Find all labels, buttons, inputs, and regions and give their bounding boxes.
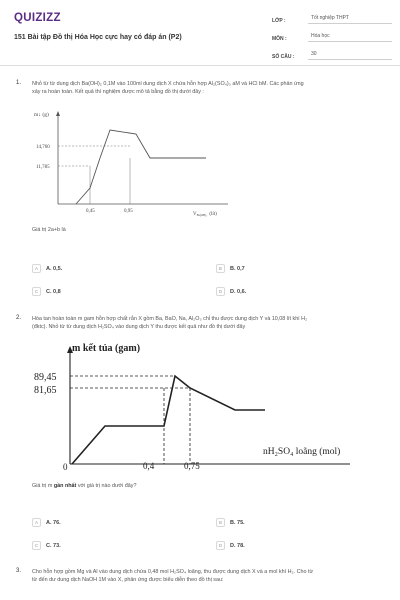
worksheet-header	[0, 0, 400, 66]
q2-y-tick: 89,45	[34, 372, 57, 383]
choice-letter: C	[32, 541, 41, 550]
choice-d[interactable]	[216, 287, 246, 296]
question-text-line: từ đến dư dung dịch NaOH 1M vào X, phản ứng được biểu diễn theo đồ thị sau:	[32, 577, 224, 583]
meta-row-class	[272, 12, 392, 24]
q2-x-axis-label: nH₂SO₄ loãng (mol)	[263, 447, 341, 457]
q2-graph-curve	[72, 376, 265, 464]
choice-text: D. 0,6.	[230, 288, 247, 295]
q2-graph	[30, 338, 360, 478]
q1-graph-curve	[76, 130, 206, 204]
q2-y-tick: 81,65	[34, 385, 57, 396]
choice-d[interactable]	[216, 541, 245, 550]
question-prompt	[32, 483, 136, 489]
question-text	[32, 80, 382, 96]
prompt-text: Giá trị m	[32, 483, 53, 489]
choice-letter: A	[32, 264, 41, 273]
q2-y-axis-label: m kết tủa (gam)	[72, 343, 141, 354]
question-text	[32, 315, 382, 331]
question-text-line: Hòa tan hoàn toàn m gam hỗn hợp chất rắn X gồm Ba, BaO, Na, Al₂O₃ chỉ thu được dung dịch Y và 10,08 lít khí H₂	[32, 316, 308, 322]
quizizz-logo: QUIZIZZ	[14, 12, 61, 24]
choice-text: A. 0,5.	[46, 265, 63, 272]
question-text	[32, 568, 382, 584]
q1-x-axis-label: $V_{Ba(OH)_2}$ (lít)	[193, 212, 217, 217]
q1-x-tick: 0,45	[86, 209, 95, 214]
page-title: 151 Bài tập Đồ thị Hóa Học cực hay có đáp án (P2)	[14, 34, 182, 41]
meta-label: MÔN :	[272, 36, 287, 42]
q2-x-tick: 0,75	[184, 461, 200, 471]
q2-origin-label: 0	[63, 462, 68, 472]
choice-letter: D	[216, 287, 225, 296]
question-text-line: Nhỏ từ từ dung dịch Ba(OH)₂ 0,1M vào 100ml dung dịch X chứa hỗn hợp Al₂(SO₄)₃ aM và HCl bM. Các phản ứng	[32, 81, 304, 87]
meta-label: LỚP :	[272, 18, 286, 24]
choice-a[interactable]	[32, 264, 62, 273]
q1-graph	[28, 106, 278, 218]
choice-a[interactable]	[32, 518, 61, 527]
q1-y-axis-label: m↓ (g)	[34, 112, 49, 118]
choice-text: D. 78.	[230, 542, 245, 549]
question-number: 1.	[16, 80, 22, 86]
question-prompt: Giá trị 2a+b là	[32, 227, 66, 233]
question-text-line: (đktc). Nhỏ từ từ dung dịch H₂SO₄ vào dung dịch Y thu được kết quả như đồ thị dưới đây	[32, 324, 246, 330]
page-bottom-fade	[0, 588, 400, 600]
meta-row-count	[272, 48, 392, 60]
meta-row-subject	[272, 30, 392, 42]
choice-letter: C	[32, 287, 41, 296]
choice-letter: D	[216, 541, 225, 550]
prompt-text: với giá trị nào dưới đây?	[77, 483, 137, 489]
meta-value: Hóa học	[308, 33, 392, 42]
meta-info	[272, 12, 392, 66]
meta-value: 30	[308, 51, 392, 60]
choice-text: C. 73.	[46, 542, 61, 549]
q1-y-tick: 14,760	[36, 145, 50, 150]
prompt-emphasis: gần nhất	[53, 483, 77, 489]
choice-letter: B	[216, 264, 225, 273]
question-number: 2.	[16, 315, 22, 321]
question-text-line: Cho hỗn hợp gồm Mg và Al vào dung dịch chứa 0,48 mol H₂SO₄ loãng, thu được dung dịch X và a mol khí H₂. Cho từ	[32, 569, 314, 575]
meta-label: SỐ CÂU :	[272, 54, 295, 60]
choice-c[interactable]	[32, 541, 61, 550]
choice-b[interactable]	[216, 264, 245, 273]
choice-letter: B	[216, 518, 225, 527]
meta-value: Tốt nghiệp THPT	[308, 15, 392, 24]
choice-c[interactable]	[32, 287, 61, 296]
question-number: 3.	[16, 568, 22, 574]
choice-b[interactable]	[216, 518, 245, 527]
question-text-line: xảy ra hoàn toàn. Kết quả thí nghiệm được mô tả bằng đồ thị dưới đây :	[32, 89, 204, 95]
q2-x-tick: 0,4	[143, 461, 155, 471]
choice-text: A. 76.	[46, 519, 61, 526]
choice-text: B. 0,7	[230, 265, 245, 272]
q1-y-tick: 11,785	[36, 165, 50, 170]
choice-text: C. 0,8	[46, 288, 61, 295]
choice-text: B. 75.	[230, 519, 245, 526]
choice-letter: A	[32, 518, 41, 527]
q1-x-tick: 0,95	[124, 209, 133, 214]
